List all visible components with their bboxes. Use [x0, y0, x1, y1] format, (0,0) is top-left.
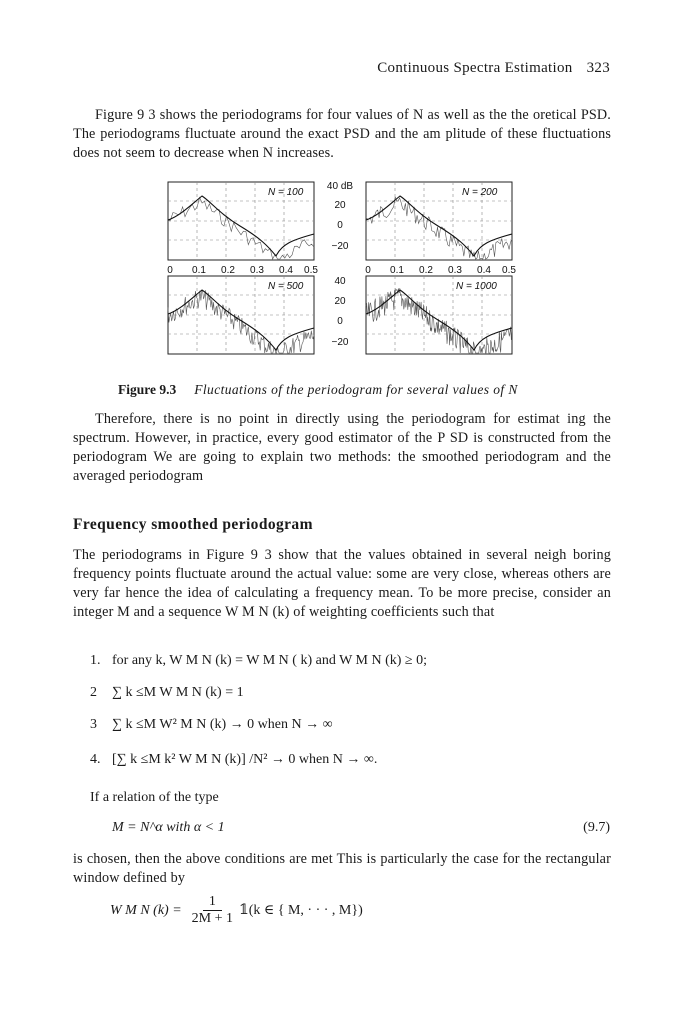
- list-item: [90, 653, 427, 669]
- lead-in-text: If a relation of the type: [90, 790, 219, 805]
- paragraph-neighboring: The periodograms in Figure 9 3 show that the values obtained in several neigh boring frequency points fluctuate around the actual value: some are very close, whereas others are very far hence the idea of calculating a frequency mean. To be more precise, consider an integer M and a sequence W M N (k) of weighting coefficients such that: [73, 547, 611, 620]
- equation-9-7: M = N^α with α < 1: [112, 820, 225, 835]
- ytick-bottom-minus20: −20: [331, 337, 349, 348]
- xtick-right-0.2: 0.2: [419, 265, 433, 276]
- fraction: [188, 894, 237, 927]
- panel-label-n1000: N = 1000: [456, 281, 497, 292]
- xtick-left-0: 0: [167, 265, 173, 276]
- running-header: [60, 60, 610, 77]
- figure-caption: [118, 382, 518, 398]
- list-item-number: 1.: [90, 653, 101, 668]
- list-item-text: [∑ k ≤M k² W M N (k)] /N² → 0 when N → ∞.: [112, 752, 378, 767]
- xtick-right-0.4: 0.4: [477, 265, 491, 276]
- ytick-top-40db: 40 dB: [326, 181, 354, 192]
- xtick-right-0.1: 0.1: [390, 265, 404, 276]
- paragraph-intro: Figure 9 3 shows the periodograms for four values of N as well as the the oretical PSD. The periodograms fluctuate around the exact PSD and the am plitude of these fluctuations does not seem to decrease when N increases.: [73, 107, 611, 161]
- list-item-text: ∑ k ≤M W² M N (k) → 0 when N → ∞: [112, 717, 333, 732]
- ytick-top-0: 0: [337, 220, 343, 231]
- page-number: 323: [586, 60, 610, 76]
- equation-number: (9.7): [583, 820, 610, 835]
- xtick-left-0.5: 0.5: [304, 265, 318, 276]
- fraction-numerator: 1: [203, 894, 222, 911]
- fraction-denominator: 2M + 1: [191, 911, 233, 926]
- section-heading: Frequency smoothed periodogram: [73, 516, 313, 533]
- list-item-number: 2: [90, 685, 97, 700]
- paragraph-therefore: Therefore, there is no point in directly using the periodogram for estimat ing the spectrum. However, in practice, every good estimator of the P SD is constructed from the periodogram We are going to explain two methods: the smoothed periodogram and the averaged periodogram: [73, 411, 611, 484]
- list-item-number: 4.: [90, 752, 101, 767]
- panel-label-n200: N = 200: [462, 187, 498, 198]
- periodogram-figure: [160, 176, 520, 376]
- xtick-right-0: 0: [365, 265, 371, 276]
- header-title: Continuous Spectra Estimation: [377, 60, 573, 76]
- ytick-top-minus20: −20: [331, 241, 349, 252]
- equation-rhs: 𝟙(k ∈ { M, · · · , M}): [239, 903, 363, 918]
- xtick-left-0.4: 0.4: [279, 265, 293, 276]
- list-item-text: for any k, W M N (k) = W M N ( k) and W M N (k) ≥ 0;: [112, 653, 427, 668]
- xtick-left-0.3: 0.3: [250, 265, 264, 276]
- list-item: [90, 717, 333, 733]
- list-item-text: ∑ k ≤M W M N (k) = 1: [112, 685, 244, 700]
- xtick-right-0.3: 0.3: [448, 265, 462, 276]
- ytick-top-20: 20: [334, 200, 346, 211]
- equation-lhs: W M N (k) =: [110, 902, 182, 918]
- ytick-bottom-40: 40: [334, 276, 346, 287]
- xtick-left-0.1: 0.1: [192, 265, 206, 276]
- list-item-number: 3: [90, 717, 97, 732]
- caption-label: Figure 9.3: [118, 382, 177, 397]
- paragraph-chosen: is chosen, then the above conditions are met This is particularly the case for the rectangular window defined by: [73, 851, 611, 886]
- panel-label-n100: N = 100: [268, 187, 304, 198]
- window-equation: [110, 894, 363, 927]
- list-item: [90, 752, 377, 768]
- ytick-bottom-0: 0: [337, 316, 343, 327]
- ytick-bottom-20: 20: [334, 296, 346, 307]
- xtick-right-0.5: 0.5: [502, 265, 516, 276]
- xtick-left-0.2: 0.2: [221, 265, 235, 276]
- panel-label-n500: N = 500: [268, 281, 304, 292]
- caption-text: Fluctuations of the periodogram for several values of N: [194, 382, 518, 397]
- list-item: [90, 685, 244, 701]
